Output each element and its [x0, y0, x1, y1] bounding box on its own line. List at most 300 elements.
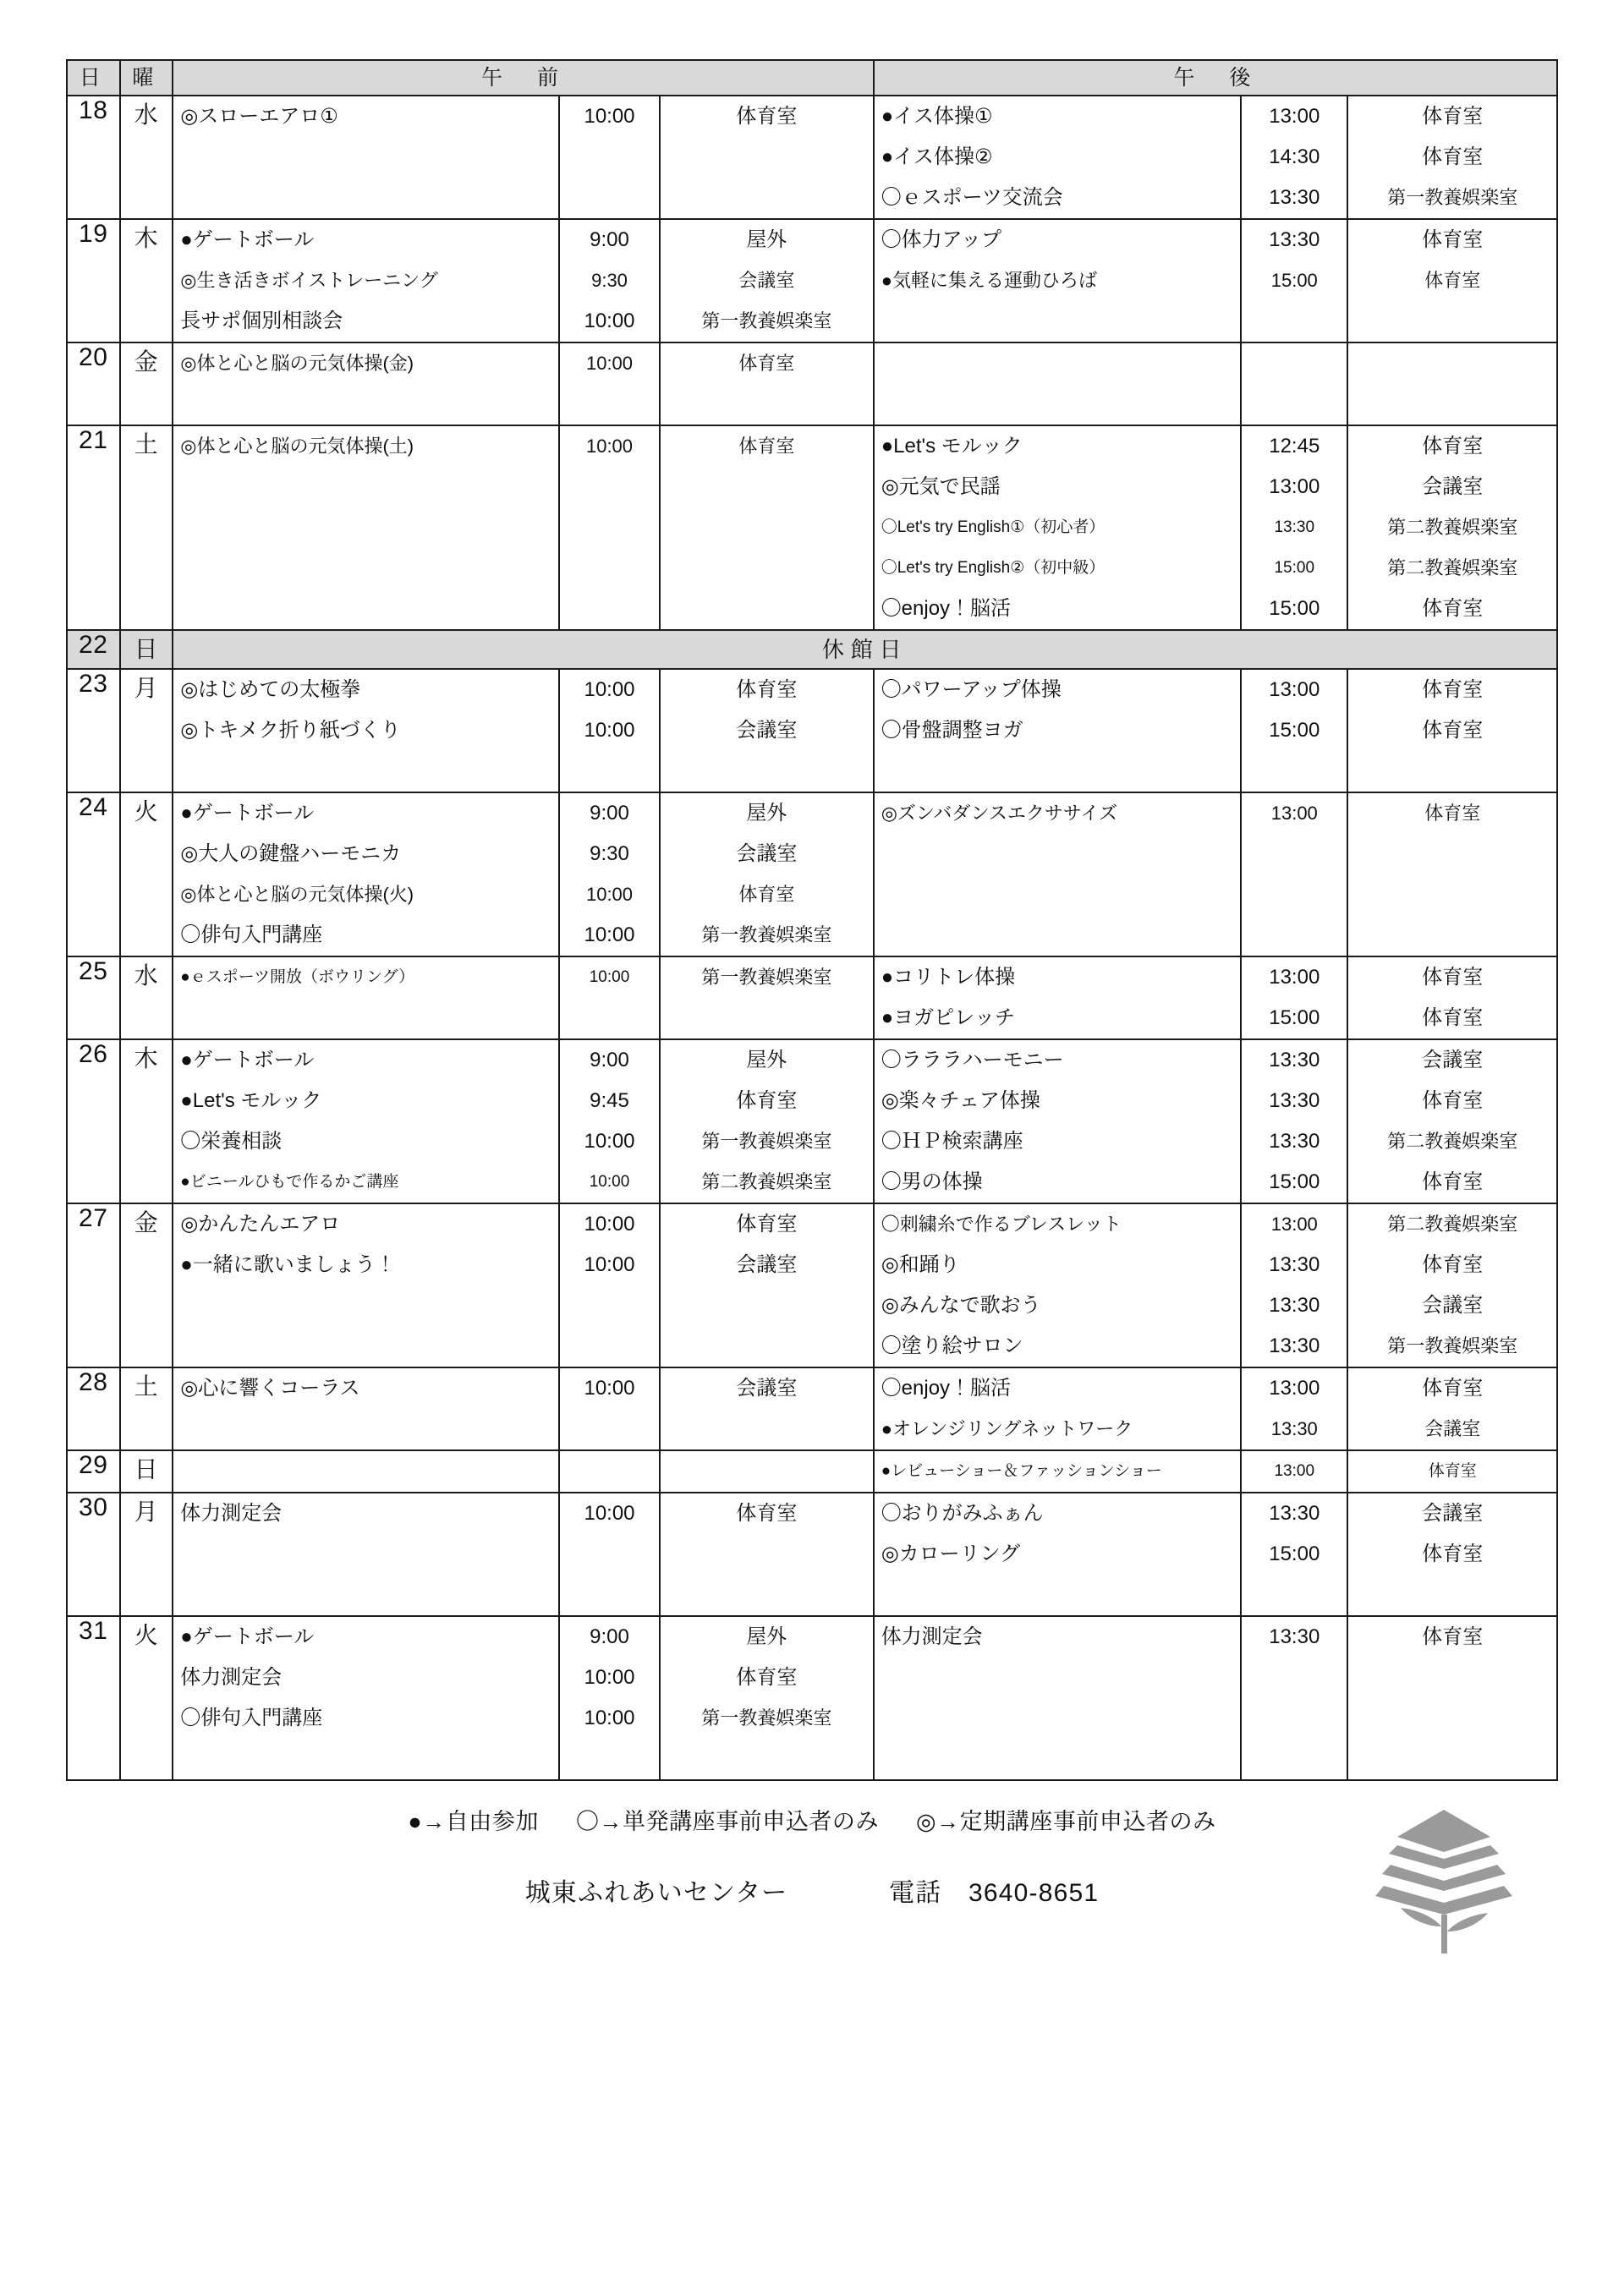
am-places [660, 219, 874, 342]
am-events [173, 669, 559, 792]
event-time: 9:00 [590, 802, 629, 825]
cell-stack [173, 1617, 558, 1779]
event-place: 体育室 [736, 1666, 798, 1689]
pm-events [874, 425, 1241, 630]
am-events [173, 342, 559, 425]
event-place: 会議室 [738, 270, 795, 291]
event-name: ●ゲートボール [180, 802, 315, 825]
cell-stack [1348, 1493, 1556, 1575]
cell-stack [1242, 1040, 1347, 1203]
event-place: 会議室 [1424, 1418, 1481, 1439]
cell-stack [875, 1204, 1240, 1367]
day-number: 25 [67, 956, 120, 1039]
pm-events [874, 96, 1241, 219]
event-place: 体育室 [736, 1089, 798, 1112]
event-place [661, 1575, 873, 1615]
event-place: 体育室 [1422, 1543, 1484, 1565]
event-time: 10:00 [584, 1130, 635, 1153]
cell-stack [1348, 343, 1556, 384]
event-place: 第一教養娯楽室 [701, 310, 832, 332]
event-time: 15:00 [1269, 1170, 1320, 1193]
day-number: 26 [67, 1039, 120, 1203]
pm-times [1241, 1367, 1347, 1450]
event-place: 体育室 [1422, 1006, 1484, 1029]
cell-stack [173, 670, 558, 792]
pm-events [874, 956, 1241, 1039]
cell-stack [1242, 957, 1347, 1038]
cell-stack [560, 220, 659, 342]
am-times [559, 425, 660, 630]
event-place: 体育室 [1422, 435, 1484, 458]
pm-events [874, 1450, 1241, 1493]
am-places [660, 1203, 874, 1367]
cell-stack [173, 1493, 558, 1615]
cell-stack [875, 1368, 1240, 1449]
pm-places [1347, 1203, 1557, 1367]
event-time: 15:00 [1274, 559, 1315, 577]
pm-places [1347, 1616, 1557, 1780]
event-time [560, 1326, 659, 1367]
header-dow: 曜 [120, 60, 173, 96]
cell-stack [875, 1493, 1240, 1575]
event-name: 〇塗り絵サロン [881, 1334, 1023, 1357]
pm-places [1347, 1450, 1557, 1493]
legend [66, 1803, 1558, 1836]
event-place: 会議室 [736, 719, 798, 742]
event-time: 13:00 [1269, 1377, 1320, 1400]
am-events [173, 1493, 559, 1616]
event-time: 10:00 [589, 968, 630, 986]
am-times [559, 1367, 660, 1450]
cell-stack [1242, 1493, 1347, 1575]
event-time [560, 1534, 659, 1575]
cell-stack [1242, 670, 1347, 751]
cell-stack [173, 1204, 558, 1367]
event-time: 10:00 [584, 1377, 635, 1400]
event-time: 13:00 [1269, 966, 1320, 989]
event-name: ●イス体操② [881, 145, 993, 168]
cell-stack [661, 343, 873, 425]
pm-times [1241, 342, 1347, 425]
am-places [660, 1450, 874, 1493]
event-place: 第一教養娯楽室 [1387, 187, 1518, 208]
event-name: ●気軽に集える運動ひろば [881, 270, 1097, 291]
empty-cell [1348, 343, 1556, 384]
cell-stack [1348, 957, 1556, 1038]
cell-stack [1242, 1451, 1347, 1492]
event-place: 体育室 [1424, 270, 1481, 291]
table-row [67, 669, 1557, 792]
day-of-week: 金 [120, 342, 173, 425]
event-name: ●Let's モルック [180, 1089, 322, 1112]
day-number: 21 [67, 425, 120, 630]
day-of-week: 水 [120, 956, 173, 1039]
am-places [660, 669, 874, 792]
event-name: ◎体と心と脳の元気体操(金) [180, 353, 414, 374]
event-time: 13:30 [1269, 1625, 1320, 1648]
event-name: ◎カローリング [881, 1543, 1021, 1565]
event-name: 〇enjoy！脳活 [881, 1377, 1012, 1400]
table-row [67, 219, 1557, 342]
empty-cell [875, 343, 1240, 384]
event-name: 〇enjoy！脳活 [881, 597, 1012, 620]
event-name: 〇Let's try English②（初中級） [881, 559, 1106, 577]
day-number: 29 [67, 1450, 120, 1493]
legend-regular: ◎→定期講座事前申込者のみ [916, 1809, 1216, 1834]
event-time: 10:00 [585, 353, 634, 374]
event-place: 体育室 [736, 678, 798, 701]
event-place [661, 751, 873, 792]
pm-times [1241, 1616, 1347, 1780]
cell-stack [661, 793, 873, 956]
am-events [173, 1203, 559, 1367]
cell-stack [173, 1368, 558, 1409]
cell-stack [1242, 1368, 1347, 1449]
day-of-week: 水 [120, 96, 173, 219]
event-time: 13:00 [1269, 105, 1320, 128]
event-name: ●ゲートボール [180, 228, 315, 251]
event-place: 第一教養娯楽室 [701, 924, 832, 945]
day-number: 23 [67, 669, 120, 792]
contact-line [66, 1871, 1558, 1909]
event-name [173, 384, 558, 425]
cell-stack [1242, 96, 1347, 218]
pm-events [874, 1616, 1241, 1780]
event-name: 〇パワーアップ体操 [881, 678, 1062, 701]
am-places [660, 96, 874, 219]
event-time: 10:00 [584, 1666, 635, 1689]
event-place [661, 1326, 873, 1367]
cell-stack [661, 96, 873, 137]
event-place: 第二教養娯楽室 [1387, 557, 1518, 578]
cell-stack [560, 96, 659, 137]
event-time: 9:00 [590, 228, 629, 251]
cell-stack [1348, 670, 1556, 751]
day-of-week: 月 [120, 669, 173, 792]
pm-places [1347, 1367, 1557, 1450]
day-of-week: 土 [120, 1367, 173, 1450]
event-time: 12:45 [1269, 435, 1320, 458]
pm-times [1241, 425, 1347, 630]
table-row [67, 792, 1557, 956]
table-row [67, 96, 1557, 219]
event-name: ◎体と心と脳の元気体操(火) [180, 884, 414, 905]
event-name: ●一緒に歌いましょう！ [180, 1253, 396, 1276]
event-name: ◎生き活きボイストレーニング [180, 270, 438, 291]
cell-stack [173, 957, 558, 998]
day-number: 18 [67, 96, 120, 219]
am-times [559, 956, 660, 1039]
empty-cell [173, 1451, 558, 1492]
table-row [67, 1493, 1557, 1616]
event-place: 第二教養娯楽室 [1387, 1131, 1518, 1152]
event-name [173, 751, 558, 792]
event-place: 体育室 [738, 353, 795, 374]
event-name: 体力測定会 [180, 1666, 283, 1689]
pm-times [1241, 1493, 1347, 1616]
am-events [173, 219, 559, 342]
cell-stack [1242, 1617, 1347, 1658]
pm-times [1241, 219, 1347, 342]
event-place: 体育室 [736, 105, 798, 128]
cell-stack [1348, 1451, 1556, 1492]
event-time: 13:30 [1269, 186, 1320, 209]
cell-stack [875, 670, 1240, 751]
event-name: ●ゲートボール [180, 1625, 315, 1648]
event-place [661, 1285, 873, 1326]
event-name: 〇ＨＰ検索講座 [881, 1130, 1023, 1153]
empty-cell [1242, 343, 1347, 384]
event-place: 体育室 [1422, 1170, 1484, 1193]
cell-stack [661, 1617, 873, 1779]
event-time [560, 384, 659, 425]
event-place: 体育室 [738, 436, 795, 457]
event-time: 10:00 [584, 1213, 635, 1236]
cell-stack [875, 1040, 1240, 1203]
event-place: 第二教養娯楽室 [701, 1171, 832, 1192]
pm-events [874, 1203, 1241, 1367]
am-times [559, 1450, 660, 1493]
event-place: 会議室 [1422, 475, 1484, 498]
pm-times [1241, 96, 1347, 219]
cell-stack [875, 343, 1240, 384]
cell-stack [560, 957, 659, 998]
cell-stack [560, 1368, 659, 1409]
pm-times [1241, 1450, 1347, 1493]
pm-places [1347, 792, 1557, 956]
event-place: 会議室 [736, 1377, 798, 1400]
day-of-week: 土 [120, 425, 173, 630]
event-time: 13:00 [1270, 803, 1318, 824]
cell-stack [875, 1451, 1240, 1492]
cell-stack [661, 1040, 873, 1203]
event-name: 〇おりがみふぁん [881, 1502, 1044, 1525]
event-time: 13:30 [1269, 1049, 1320, 1071]
cell-stack [1242, 426, 1347, 629]
header-pm: 午 後 [874, 60, 1557, 96]
event-place: 第二教養娯楽室 [1387, 1214, 1518, 1235]
cell-stack [661, 1451, 873, 1492]
event-place: 体育室 [1422, 678, 1484, 701]
event-name: 〇俳句入門講座 [180, 923, 323, 946]
day-of-week: 日 [120, 1450, 173, 1493]
am-times [559, 1039, 660, 1203]
event-time: 13:30 [1269, 1334, 1320, 1357]
cell-stack [1348, 1617, 1556, 1658]
cell-stack [173, 220, 558, 342]
event-time: 10:00 [584, 310, 635, 332]
event-name: 〇体力アップ [881, 228, 1002, 251]
legend-free: ●→自由参加 [408, 1809, 539, 1834]
cell-stack [875, 220, 1240, 301]
event-time: 13:30 [1269, 1502, 1320, 1525]
event-time: 13:00 [1270, 1214, 1318, 1235]
pm-events [874, 1493, 1241, 1616]
am-places [660, 792, 874, 956]
event-time [560, 1285, 659, 1326]
event-name [173, 1285, 558, 1326]
footer [66, 1803, 1558, 1972]
event-time: 9:45 [590, 1089, 629, 1112]
event-time: 13:30 [1274, 518, 1315, 536]
cell-stack [560, 1617, 659, 1779]
cell-stack [173, 96, 558, 137]
table-row [67, 956, 1557, 1039]
event-name: ◎スローエアロ① [180, 105, 338, 128]
table-row [67, 1203, 1557, 1367]
empty-cell [560, 1451, 659, 1492]
am-events [173, 1450, 559, 1493]
event-place: 体育室 [1422, 1089, 1484, 1112]
cell-stack [173, 343, 558, 425]
cell-stack [1348, 1368, 1556, 1449]
event-place: 体育室 [1422, 1625, 1484, 1648]
table-row [67, 1367, 1557, 1450]
event-name [173, 1326, 558, 1367]
cell-stack [560, 1040, 659, 1203]
table-header-row [67, 60, 1557, 96]
table-row [67, 1450, 1557, 1493]
cell-stack [875, 426, 1240, 629]
cell-stack [661, 426, 873, 467]
event-time: 10:00 [584, 1502, 635, 1525]
event-time: 10:00 [584, 719, 635, 742]
table-row [67, 425, 1557, 630]
event-name: ●ゲートボール [180, 1049, 315, 1071]
event-name: ◎楽々チェア体操 [881, 1089, 1040, 1112]
am-times [559, 219, 660, 342]
am-events [173, 96, 559, 219]
event-place: 体育室 [1422, 1253, 1484, 1276]
event-time: 13:00 [1274, 1462, 1315, 1480]
am-times [559, 792, 660, 956]
event-name: ◎ズンバダンスエクササイズ [881, 803, 1118, 824]
event-name [173, 1739, 558, 1779]
pm-events [874, 342, 1241, 425]
event-place: 体育室 [1422, 228, 1484, 251]
center-logo-icon [1363, 1803, 1524, 1955]
event-name: ●イス体操① [881, 105, 993, 128]
day-of-week: 火 [120, 792, 173, 956]
event-name: ◎大人の鍵盤ハーモニカ [180, 842, 402, 865]
cell-stack [1242, 793, 1347, 834]
event-name: ●オレンジリングネットワーク [881, 1418, 1133, 1439]
event-place: 会議室 [1422, 1049, 1484, 1071]
event-name: ◎体と心と脳の元気体操(土) [180, 436, 414, 457]
cell-stack [560, 343, 659, 425]
cell-stack [1242, 343, 1347, 384]
cell-stack [1348, 1204, 1556, 1367]
event-place: 屋外 [746, 1049, 787, 1071]
cell-stack [1348, 96, 1556, 218]
cell-stack [661, 1493, 873, 1615]
am-places [660, 1616, 874, 1780]
pm-events [874, 669, 1241, 792]
event-time: 10:00 [585, 436, 634, 457]
monthly-schedule-table [66, 59, 1558, 1781]
event-time: 14:30 [1269, 145, 1320, 168]
cell-stack [173, 1040, 558, 1203]
event-name: ◎トキメク折り紙づくり [180, 719, 401, 742]
cell-stack [560, 670, 659, 792]
am-places [660, 956, 874, 1039]
event-name: 体力測定会 [180, 1502, 283, 1525]
event-name: 体力測定会 [881, 1625, 983, 1648]
cell-stack [875, 957, 1240, 1038]
event-time: 9:00 [590, 1625, 629, 1648]
event-time: 9:30 [591, 270, 628, 291]
cell-stack [1242, 220, 1347, 301]
event-time: 13:00 [1269, 475, 1320, 498]
cell-stack [173, 1451, 558, 1492]
header-day: 日 [67, 60, 120, 96]
event-time: 9:00 [590, 1049, 629, 1071]
am-places [660, 425, 874, 630]
event-name: ●ヨガピレッチ [881, 1006, 1015, 1029]
event-place: 第一教養娯楽室 [701, 967, 832, 988]
day-number: 24 [67, 792, 120, 956]
event-time: 10:00 [584, 1707, 635, 1729]
event-name: 〇ラララハーモニー [881, 1049, 1064, 1071]
event-place: 体育室 [736, 1213, 798, 1236]
day-number: 28 [67, 1367, 120, 1450]
am-times [559, 1616, 660, 1780]
am-events [173, 1039, 559, 1203]
am-events [173, 1616, 559, 1780]
event-place: 会議室 [1422, 1294, 1484, 1317]
event-place [661, 1534, 873, 1575]
event-name [173, 1534, 558, 1575]
event-place: 第一教養娯楽室 [701, 1707, 832, 1729]
am-places [660, 1367, 874, 1450]
pm-places [1347, 96, 1557, 219]
am-events [173, 956, 559, 1039]
event-time: 13:00 [1269, 678, 1320, 701]
event-name: 〇俳句入門講座 [180, 1707, 323, 1729]
event-time: 15:00 [1269, 1006, 1320, 1029]
table-row [67, 1616, 1557, 1780]
event-name: ◎和踊り [881, 1253, 960, 1276]
event-place: 体育室 [1422, 105, 1484, 128]
am-times [559, 96, 660, 219]
cell-stack [1348, 793, 1556, 834]
day-number: 22 [67, 630, 120, 669]
event-place: 体育室 [1422, 597, 1484, 620]
event-time: 13:30 [1269, 1253, 1320, 1276]
event-name: ◎はじめての太極拳 [180, 678, 361, 701]
cell-stack [661, 220, 873, 342]
pm-places [1347, 219, 1557, 342]
pm-events [874, 1039, 1241, 1203]
cell-stack [661, 1368, 873, 1409]
day-of-week: 日 [120, 630, 173, 669]
pm-places [1347, 342, 1557, 425]
event-time: 13:30 [1269, 1089, 1320, 1112]
event-place: 体育室 [736, 1502, 798, 1525]
event-name: 〇刺繍糸で作るブレスレット [881, 1214, 1122, 1235]
event-name: ◎みんなで歌おう [881, 1294, 1041, 1317]
tel-number: 3640-8651 [968, 1879, 1100, 1907]
pm-places [1347, 956, 1557, 1039]
cell-stack [560, 793, 659, 956]
am-events [173, 792, 559, 956]
empty-cell [661, 1451, 873, 1492]
event-time: 15:00 [1269, 719, 1320, 742]
cell-stack [560, 426, 659, 467]
cell-stack [173, 793, 558, 956]
cell-stack [1348, 426, 1556, 629]
event-time: 13:30 [1270, 1418, 1318, 1439]
